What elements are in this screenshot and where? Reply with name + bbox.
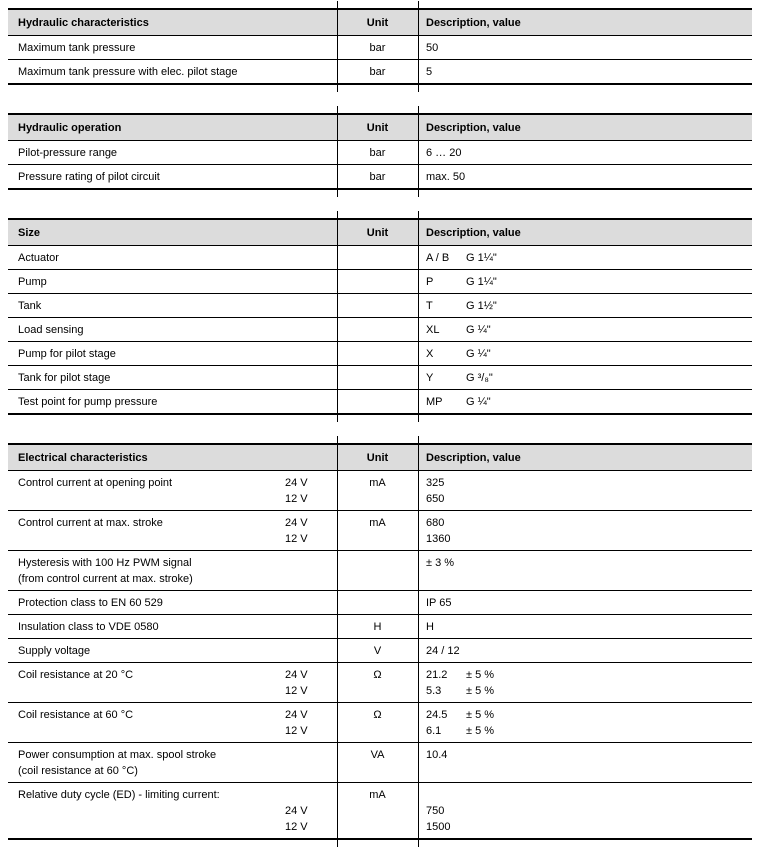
value-line	[426, 643, 752, 659]
value-code: X	[426, 348, 434, 360]
label-line	[18, 643, 337, 659]
label-text: Control current at max. stroke	[18, 517, 163, 529]
unit-text	[337, 322, 418, 338]
label-line	[18, 515, 337, 531]
value-line	[426, 819, 752, 835]
description-column-header: Description, value	[426, 226, 521, 239]
table-row	[8, 615, 752, 639]
label-text: Pressure rating of pilot circuit	[18, 171, 160, 183]
table-row	[8, 36, 752, 60]
value-line	[426, 250, 752, 266]
table-row	[8, 60, 752, 85]
row-label-cell	[8, 40, 337, 56]
value-line	[426, 803, 752, 819]
unit-cell	[337, 64, 418, 80]
unit-text	[337, 555, 418, 571]
column-separator-line	[337, 1, 338, 92]
description-column-header: Description, value	[426, 121, 521, 134]
label-text: Actuator	[18, 252, 59, 264]
label-line	[18, 787, 337, 803]
table-header-row	[8, 8, 752, 36]
row-label-cell	[8, 515, 337, 547]
value-cell	[418, 322, 752, 338]
value-cell	[418, 787, 752, 835]
unit-text: Ω	[373, 669, 382, 681]
table-row	[8, 783, 752, 840]
value-line	[426, 346, 752, 362]
unit-cell	[337, 322, 418, 338]
label-text: Relative duty cycle (ED) - limiting current:	[18, 789, 220, 801]
table-row	[8, 663, 752, 703]
unit-text: VA	[370, 749, 385, 761]
label-line	[18, 322, 337, 338]
unit-text: bar	[369, 147, 386, 159]
label-text: Protection class to EN 60 529	[18, 597, 163, 609]
table-body	[8, 36, 752, 85]
label-text: Pump for pilot stage	[18, 348, 116, 360]
unit-text	[337, 274, 418, 290]
unit-column-header: Unit	[366, 121, 389, 134]
label-text: Maximum tank pressure with elec. pilot stage	[18, 66, 238, 78]
value-line	[426, 723, 752, 739]
value-line	[426, 370, 752, 386]
value-line	[426, 169, 752, 185]
label-text: Tank for pilot stage	[18, 372, 111, 384]
value-cell	[418, 274, 752, 290]
value-text: 680	[426, 517, 445, 529]
table-row	[8, 270, 752, 294]
unit-cell	[337, 394, 418, 410]
label-line	[18, 250, 337, 266]
value-text: ± 5 %	[466, 725, 495, 737]
unit-cell	[337, 145, 418, 161]
value-text: G ¼"	[466, 348, 491, 360]
column-separator-line	[337, 436, 338, 847]
row-label-cell	[8, 274, 337, 290]
table-row	[8, 511, 752, 551]
label-text: Power consumption at max. spool stroke	[18, 749, 217, 761]
table-row	[8, 141, 752, 165]
unit-cell	[337, 515, 418, 547]
table-title: Electrical characteristics	[18, 451, 148, 464]
unit-column-header: Unit	[366, 451, 389, 464]
value-line	[426, 40, 752, 56]
voltage-label: 24 V	[285, 805, 308, 817]
table-title: Hydraulic operation	[18, 121, 122, 134]
value-cell	[418, 643, 752, 659]
label-line	[18, 707, 337, 723]
row-label-cell	[8, 747, 337, 779]
label-line	[18, 145, 337, 161]
voltage-label: 24 V	[285, 477, 308, 489]
value-code: 6.1	[426, 725, 442, 737]
value-text: G ¼"	[466, 324, 491, 336]
value-cell	[418, 619, 752, 635]
table-row	[8, 294, 752, 318]
row-label-cell	[8, 643, 337, 659]
value-line	[426, 667, 752, 683]
value-line	[426, 787, 752, 803]
value-line	[426, 64, 752, 80]
label-line	[18, 169, 337, 185]
row-label-cell	[8, 667, 337, 699]
label-line	[18, 683, 337, 699]
label-line	[18, 619, 337, 635]
label-line	[18, 298, 337, 314]
table-header-row	[8, 113, 752, 141]
value-text: 24 / 12	[426, 645, 460, 657]
value-cell	[418, 40, 752, 56]
voltage-label: 12 V	[285, 493, 308, 505]
label-text: Coil resistance at 60 °C	[18, 709, 134, 721]
row-label-cell	[8, 322, 337, 338]
value-text: G ³/₈"	[466, 372, 493, 384]
table-row	[8, 743, 752, 783]
label-text: Test point for pump pressure	[18, 396, 158, 408]
table-header-row	[8, 443, 752, 471]
label-text: Hysteresis with 100 Hz PWM signal	[18, 557, 192, 569]
value-cell	[418, 145, 752, 161]
unit-cell	[337, 555, 418, 587]
value-cell	[418, 595, 752, 611]
value-code: 5.3	[426, 685, 442, 697]
value-cell	[418, 250, 752, 266]
table-title: Hydraulic characteristics	[18, 16, 149, 29]
value-text: G 1¼"	[466, 276, 497, 288]
unit-cell	[337, 747, 418, 779]
value-text: 650	[426, 493, 445, 505]
value-code: Y	[426, 372, 434, 384]
value-text: 10.4	[426, 749, 448, 761]
table-body	[8, 141, 752, 190]
value-text: 1360	[426, 533, 451, 545]
unit-cell	[337, 370, 418, 386]
unit-column-header: Unit	[366, 16, 389, 29]
value-line	[426, 707, 752, 723]
label-text: Control current at opening point	[18, 477, 173, 489]
value-text: ± 5 %	[466, 669, 495, 681]
value-text: ± 3 %	[426, 557, 455, 569]
value-cell	[418, 515, 752, 547]
value-cell	[418, 169, 752, 185]
unit-text: bar	[369, 171, 386, 183]
unit-cell	[337, 346, 418, 362]
value-line	[426, 322, 752, 338]
column-separator-line	[418, 436, 419, 847]
label-line	[18, 64, 337, 80]
voltage-label: 12 V	[285, 685, 308, 697]
value-line	[426, 683, 752, 699]
unit-text: V	[373, 645, 382, 657]
label-text: Pump	[18, 276, 47, 288]
row-label-cell	[8, 298, 337, 314]
unit-cell	[337, 250, 418, 266]
voltage-label: 12 V	[285, 821, 308, 833]
value-line	[426, 394, 752, 410]
value-line	[426, 595, 752, 611]
table-header-row	[8, 218, 752, 246]
column-separator-line	[418, 211, 419, 422]
label-line	[18, 723, 337, 739]
value-code: 24.5	[426, 709, 448, 721]
value-cell	[418, 64, 752, 80]
value-cell	[418, 707, 752, 739]
voltage-label: 24 V	[285, 669, 308, 681]
label-line	[18, 555, 337, 571]
value-line	[426, 619, 752, 635]
value-code: T	[426, 300, 433, 312]
value-cell	[418, 555, 752, 587]
label-text: Coil resistance at 20 °C	[18, 669, 134, 681]
column-separator-line	[418, 106, 419, 197]
value-cell	[418, 475, 752, 507]
value-text: IP 65	[426, 597, 452, 609]
label-text: Load sensing	[18, 324, 84, 336]
value-line	[426, 515, 752, 531]
table-row	[8, 246, 752, 270]
column-separator-line	[418, 1, 419, 92]
unit-text: mA	[369, 477, 386, 489]
value-text: 6 … 20	[426, 147, 462, 159]
label-line	[18, 667, 337, 683]
table-hydraulic-operation	[8, 113, 752, 190]
label-line	[18, 531, 337, 547]
table-row	[8, 471, 752, 511]
label-text: Insulation class to VDE 0580	[18, 621, 159, 633]
row-label-cell	[8, 250, 337, 266]
value-text: G ¼"	[466, 396, 491, 408]
unit-text	[337, 250, 418, 266]
voltage-label: 24 V	[285, 517, 308, 529]
table-size	[8, 218, 752, 415]
row-label-cell	[8, 169, 337, 185]
row-label-cell	[8, 145, 337, 161]
label-text: Maximum tank pressure	[18, 42, 136, 54]
unit-text	[337, 394, 418, 410]
unit-cell	[337, 169, 418, 185]
table-title: Size	[18, 226, 41, 239]
unit-cell	[337, 595, 418, 611]
table-row	[8, 366, 752, 390]
label-line	[18, 763, 337, 779]
value-text: G 1¼"	[466, 252, 497, 264]
value-line	[426, 145, 752, 161]
value-cell	[418, 370, 752, 386]
row-label-cell	[8, 707, 337, 739]
label-line	[18, 491, 337, 507]
unit-cell	[337, 707, 418, 739]
label-line	[18, 370, 337, 386]
label-text: Pilot-pressure range	[18, 147, 118, 159]
column-separator-line	[337, 211, 338, 422]
value-cell	[418, 298, 752, 314]
label-line	[18, 274, 337, 290]
label-line	[18, 346, 337, 362]
unit-text	[337, 370, 418, 386]
unit-cell	[337, 667, 418, 699]
label-text: Supply voltage	[18, 645, 91, 657]
unit-text: bar	[369, 42, 386, 54]
table-row	[8, 703, 752, 743]
value-text: ± 5 %	[466, 709, 495, 721]
table-electrical-characteristics	[8, 443, 752, 840]
row-label-cell	[8, 555, 337, 587]
unit-text: mA	[369, 517, 386, 529]
column-separator-line	[337, 106, 338, 197]
table-row	[8, 639, 752, 663]
label-line	[18, 475, 337, 491]
unit-cell	[337, 475, 418, 507]
label-line	[18, 40, 337, 56]
table-hydraulic-characteristics	[8, 8, 752, 85]
value-line	[426, 274, 752, 290]
table-row	[8, 318, 752, 342]
value-text: 1500	[426, 821, 451, 833]
table-row	[8, 591, 752, 615]
label-text: Tank	[18, 300, 42, 312]
value-text: 5	[426, 66, 433, 78]
value-code: A / B	[426, 252, 450, 264]
value-cell	[418, 346, 752, 362]
value-line	[426, 555, 752, 571]
row-label-cell	[8, 370, 337, 386]
unit-column-header: Unit	[366, 226, 389, 239]
value-line	[426, 531, 752, 547]
unit-text: mA	[369, 789, 386, 801]
unit-cell	[337, 787, 418, 835]
voltage-label: 24 V	[285, 709, 308, 721]
label-line	[18, 747, 337, 763]
value-code: MP	[426, 396, 443, 408]
description-column-header: Description, value	[426, 16, 521, 29]
unit-text: H	[373, 621, 382, 633]
table-row	[8, 342, 752, 366]
value-text: H	[426, 621, 434, 633]
value-text: 50	[426, 42, 439, 54]
unit-cell	[337, 298, 418, 314]
value-cell	[418, 394, 752, 410]
label-line	[18, 394, 337, 410]
unit-cell	[337, 40, 418, 56]
voltage-label: 12 V	[285, 533, 308, 545]
row-label-cell	[8, 787, 337, 835]
unit-cell	[337, 274, 418, 290]
value-line	[426, 298, 752, 314]
unit-text: Ω	[373, 709, 382, 721]
table-row	[8, 390, 752, 415]
table-row	[8, 165, 752, 190]
value-line	[426, 491, 752, 507]
label-text: (from control current at max. stroke)	[18, 573, 193, 585]
value-cell	[418, 747, 752, 779]
value-code: XL	[426, 324, 440, 336]
value-text: G 1½"	[466, 300, 497, 312]
value-line	[426, 475, 752, 491]
row-label-cell	[8, 394, 337, 410]
label-line	[18, 595, 337, 611]
label-text: (coil resistance at 60 °C)	[18, 765, 138, 777]
row-label-cell	[8, 619, 337, 635]
description-column-header: Description, value	[426, 451, 521, 464]
unit-cell	[337, 619, 418, 635]
unit-text	[337, 595, 418, 611]
table-body	[8, 471, 752, 840]
voltage-label: 12 V	[285, 725, 308, 737]
value-text: max. 50	[426, 171, 466, 183]
row-label-cell	[8, 346, 337, 362]
label-line	[18, 803, 337, 819]
value-text: 750	[426, 805, 445, 817]
table-row	[8, 551, 752, 591]
value-text: ± 5 %	[466, 685, 495, 697]
table-body	[8, 246, 752, 415]
unit-text	[337, 298, 418, 314]
unit-text: bar	[369, 66, 386, 78]
label-line	[18, 571, 337, 587]
value-code: P	[426, 276, 434, 288]
unit-cell	[337, 643, 418, 659]
row-label-cell	[8, 595, 337, 611]
row-label-cell	[8, 64, 337, 80]
value-code: 21.2	[426, 669, 448, 681]
value-line	[426, 747, 752, 763]
label-line	[18, 819, 337, 835]
unit-text	[337, 346, 418, 362]
value-cell	[418, 667, 752, 699]
value-text: 325	[426, 477, 445, 489]
row-label-cell	[8, 475, 337, 507]
